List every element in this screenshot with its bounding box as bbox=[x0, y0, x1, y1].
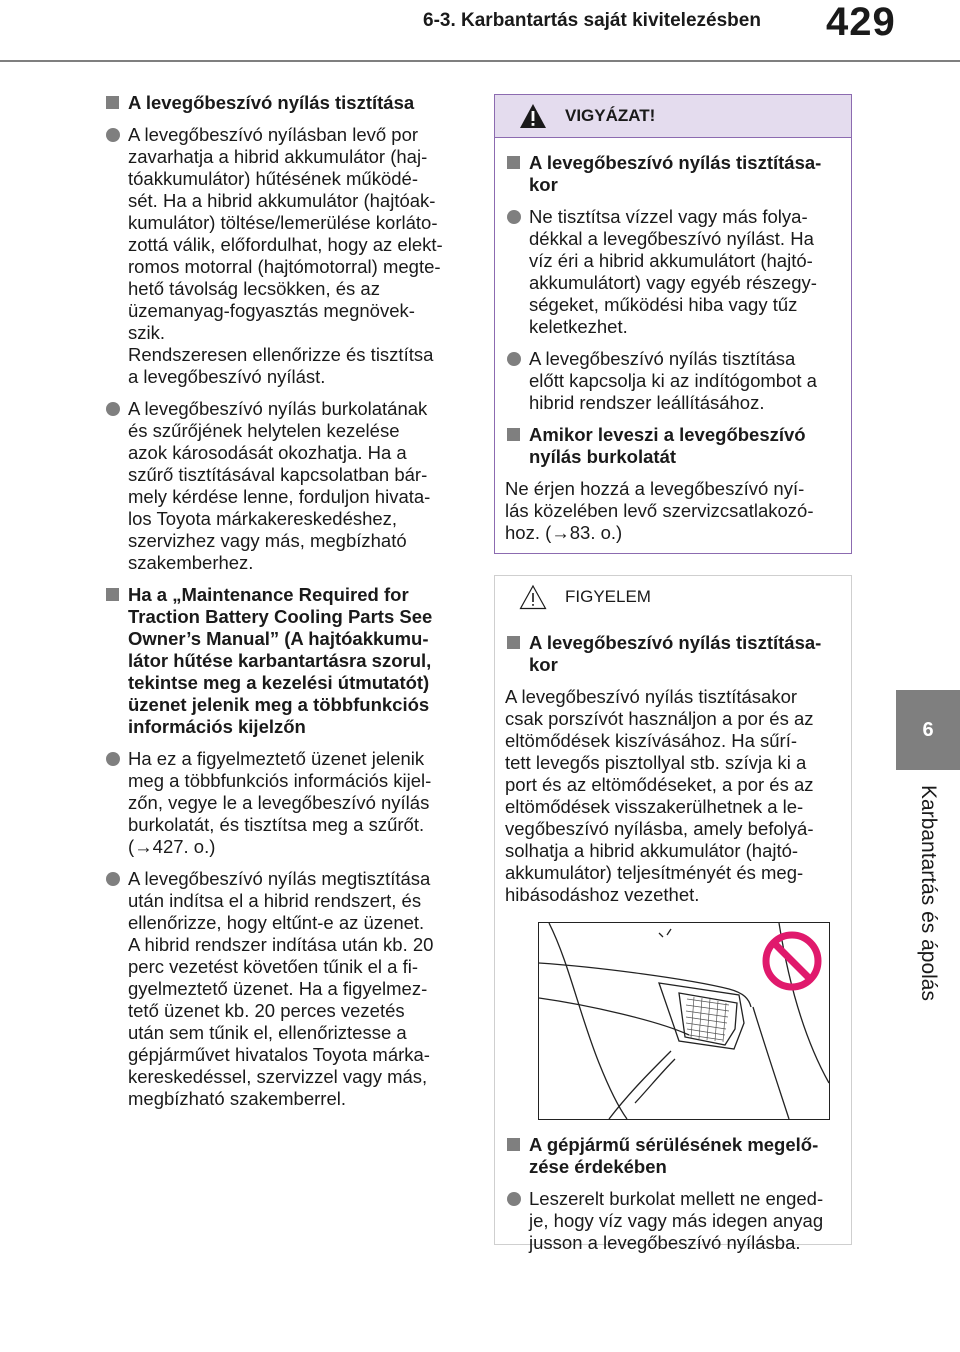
list-item-text: Ne tisztítsa vízzel vagy más folya- dékkal a levegőbeszívó nyílást. Ha víz éri a hibrid akkumulátort (hajtó- akkumulátort) vagy egyéb részegy- ségeket, működési hiba vagy tűz keletkezhet. bbox=[529, 206, 817, 337]
square-bullet-icon bbox=[507, 428, 520, 441]
main-column bbox=[104, 92, 474, 1120]
caution-paragraph: Ne érjen hozzá a levegőbeszívó nyí- lás közelében levő szervizcsatlakozó- hoz. (→83. o.) bbox=[505, 478, 814, 543]
heading-text: A levegőbeszívó nyílás tisztítása- kor bbox=[529, 632, 822, 675]
caution-heading bbox=[505, 424, 841, 468]
notice-header bbox=[495, 576, 851, 618]
round-bullet-icon bbox=[106, 752, 120, 766]
square-bullet-icon bbox=[507, 636, 520, 649]
notice-box bbox=[494, 575, 852, 1253]
header-rule bbox=[0, 60, 960, 62]
list-item-text: A levegőbeszívó nyílás burkolatának és szűrőjének helytelen kezelése azok károsodását okozhatja. Ha a szűrő tisztításával kapcsolatban bár- mely kérdése lenne, forduljon hivata- los Toyota márkakereskedéshez, szervizhez vagy más, megbízható szakemberhez. bbox=[128, 398, 431, 573]
list-item-text: A levegőbeszívó nyílás megtisztítása után indítsa el a hibrid rendszert, és ellenőrizze, hogy eltűnt-e az üzenet. A hibrid rendszer indítása után kb. 20 perc vezetést követően tűnik el a fi- gyelmeztető üzenet. Ha a figyelmez- tető üzenet kb. 20 perces vezetés után sem tűnik el, ellenőriztesse a gépjárművet hivatalos Toyota márka- kereskedéssel, szervizzel vagy más, megbízható szakemberrel. bbox=[128, 868, 434, 1109]
list-item bbox=[505, 1188, 841, 1254]
warning-icon bbox=[519, 103, 547, 129]
heading-text: A gépjármű sérülésének megelő- zése érdekében bbox=[529, 1134, 819, 1177]
square-bullet-icon bbox=[507, 1138, 520, 1151]
heading-intake-cleaning bbox=[104, 92, 474, 114]
list-item bbox=[505, 206, 841, 338]
round-bullet-icon bbox=[106, 402, 120, 416]
heading-text: Amikor leveszi a levegőbeszívó nyílás burkolatát bbox=[529, 424, 806, 467]
round-bullet-icon bbox=[507, 1192, 521, 1206]
list-item bbox=[104, 398, 474, 574]
caution-body bbox=[495, 138, 851, 544]
caution-header bbox=[495, 95, 851, 138]
list-item bbox=[104, 124, 474, 388]
notice-body bbox=[495, 618, 851, 1254]
list-item-text: Ha ez a figyelmeztető üzenet jelenik meg a többfunkciós információs kijel- zőn, vegye le a levegőbeszívó nyílás burkolatát, és tisztítsa meg a szűrőt. (→427. o.) bbox=[128, 748, 432, 857]
notice-heading bbox=[505, 1134, 841, 1178]
list-item-text: A levegőbeszívó nyílásban levő por zavarhatja a hibrid akkumulátor (haj- tóakkumulátor) hűtésének működé- sét. Ha a hibrid akkumulátor (hajtóak- kumulátor) töltése/lemerülése korláto- zottá válik, előfordulhat, hogy az elekt- romos motorral (hajtómotorral) megte- hető távolság lecsökken, és az üzemanyag-fogyasztás megnövek- szik. Rendszeresen ellenőrizze és tisztítsa a levegőbeszívó nyílást. bbox=[128, 124, 443, 387]
list-item bbox=[505, 348, 841, 414]
notice-title: FIGYELEM bbox=[565, 587, 651, 606]
section-title: 6-3. Karbantartás saját kivitelezésben bbox=[423, 10, 761, 31]
list-item bbox=[104, 868, 474, 1110]
intake-illustration-icon bbox=[539, 923, 829, 1119]
round-bullet-icon bbox=[507, 352, 521, 366]
caution-box bbox=[494, 94, 852, 554]
caution-heading bbox=[505, 152, 841, 196]
round-bullet-icon bbox=[106, 128, 120, 142]
list-item bbox=[104, 748, 474, 858]
heading-maintenance-message bbox=[104, 584, 474, 738]
caution-title: VIGYÁZAT! bbox=[565, 106, 656, 125]
notice-icon bbox=[519, 584, 547, 610]
heading-text: A levegőbeszívó nyílás tisztítása- kor bbox=[529, 152, 822, 195]
notice-heading bbox=[505, 632, 841, 676]
list-item-text: A levegőbeszívó nyílás tisztítása előtt kapcsolja ki az indítógombot a hibrid rendszer leállításához. bbox=[529, 348, 817, 413]
round-bullet-icon bbox=[507, 210, 521, 224]
illustration-intake-cleaning bbox=[538, 922, 830, 1120]
chapter-label bbox=[896, 778, 960, 1008]
chapter-tab[interactable]: 6 bbox=[896, 690, 960, 770]
heading-text: A levegőbeszívó nyílás tisztítása bbox=[128, 92, 415, 113]
page-number: 429 bbox=[826, 0, 896, 44]
chapter-title: Karbantartás és ápolás bbox=[917, 785, 940, 1001]
square-bullet-icon bbox=[507, 156, 520, 169]
heading-text: Ha a „Maintenance Required for Traction Battery Cooling Parts See Owner’s Manual” (A hajtóakkumu- látor hűtése karbantartásra szorul, tekintse meg a kezelési útmutatót) üzenet jelenik meg a többfunkciós információs kijelzőn bbox=[128, 584, 433, 737]
list-item-text: Leszerelt burkolat mellett ne enged- je, hogy víz vagy más idegen anyag jusson a levegőbeszívó nyílásba. bbox=[529, 1188, 824, 1253]
square-bullet-icon bbox=[106, 588, 119, 601]
square-bullet-icon bbox=[106, 96, 119, 109]
page-header bbox=[0, 0, 960, 68]
notice-paragraph: A levegőbeszívó nyílás tisztításakor csak porszívót használjon a por és az eltömődések kiszívásához. Ha sűrí- tett levegős pisztollyal stb. szívja ki a port és az eltömődéseket, a por és az eltömődések visszakerülhetnek a le- vegőbeszívó nyílásba, amely befolyá- solhatja a hibrid akkumulátor (hajtó- akkumulátor) teljesítményét és meg- hibásodáshoz vezethet. bbox=[505, 686, 814, 905]
round-bullet-icon bbox=[106, 872, 120, 886]
